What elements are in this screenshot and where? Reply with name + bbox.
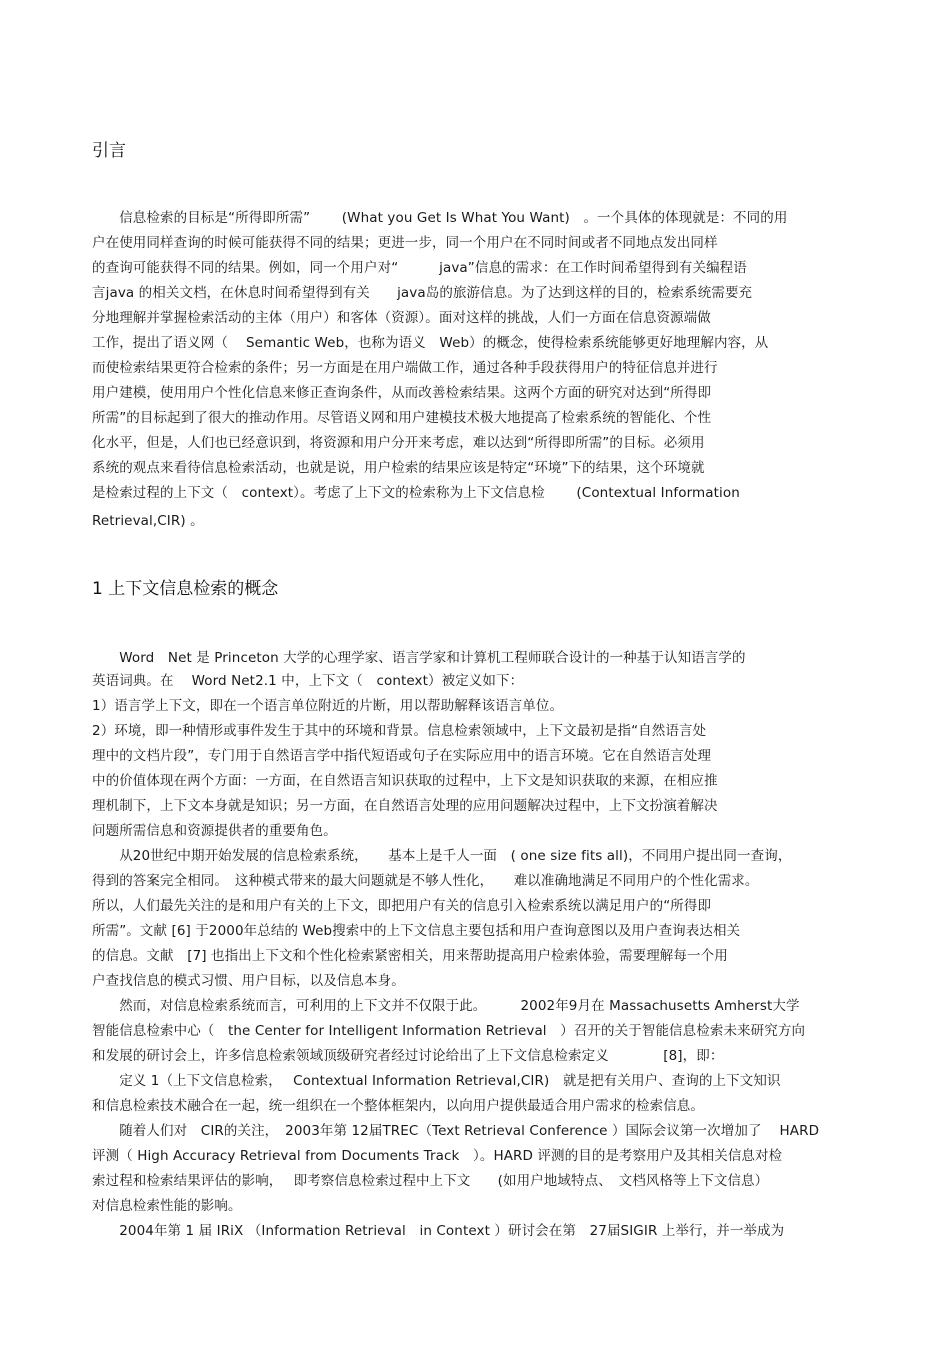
intro-line: 的查询可能获得不同的结果。例如，同一个用户对“ java”信息的需求：在工作时间希望得到有关编程语	[92, 260, 747, 276]
section-line: 1）语言学上下文，即在一个语言单位附近的片断，用以帮助解释该语言单位。	[92, 698, 564, 714]
section-line: 2004年第 1 届 IRiX （Information Retrieval in Context ）研讨会在第 27届SIGIR 上举行，并一举成为	[92, 1223, 785, 1239]
section-line: Word Net 是 Princeton 大学的心理学家、语言学家和计算机工程师联合设计的一种基于认知语言学的	[92, 650, 746, 666]
intro-line: 信息检索的目标是“所得即所需” (What you Get Is What You Want) 。一个具体的体现就是：不同的用	[92, 210, 788, 226]
section-line: 评测（ High Accuracy Retrieval from Documents Track ）。HARD 评测的目的是考察用户及其相关信息对检	[92, 1148, 783, 1164]
intro-heading: 引言	[92, 141, 126, 161]
section-line: 问题所需信息和资源提供者的重要角色。	[92, 823, 337, 839]
intro-line: 工作，提出了语义网（ Semantic Web，也称为语义 Web）的概念，使得检索系统能够更好地理解内容，从	[92, 335, 769, 351]
intro-line: 所需”的目标起到了很大的推动作用。尽管语义网和用户建模技术极大地提高了检索系统的智能化、个性	[92, 410, 712, 426]
intro-line: 系统的观点来看待信息检索活动，也就是说，用户检索的结果应该是特定“环境”下的结果，这个环境就	[92, 460, 705, 476]
section-line: 定义 1（上下文信息检索， Contextual Information Retrieval,CIR) 就是把有关用户、查询的上下文知识	[92, 1073, 781, 1089]
section-line: 中的价值体现在两个方面：一方面，在自然语言知识获取的过程中，上下文是知识获取的来源，在相应推	[92, 773, 718, 789]
section-line: 理中的文档片段”，专门用于自然语言学中指代短语或句子在实际应用中的语言环境。它在自然语言处理	[92, 748, 712, 764]
section-line: 户查找信息的模式习惯、用户目标，以及信息本身。	[92, 973, 405, 989]
intro-line: 分地理解并掌握检索活动的主体（用户）和客体（资源）。面对这样的挑战，人们一方面在信息资源端做	[92, 310, 711, 326]
section-line: 所需”。文献 [6] 于2000年总结的 Web搜索中的上下文信息主要包括和用户查询意图以及用户查询表达相关	[92, 923, 741, 939]
intro-line: 是检索过程的上下文（ context）。考虑了上下文的检索称为上下文信息检 (Contextual Information	[92, 485, 740, 501]
intro-line: 用户建模，使用用户个性化信息来修正查询条件，从而改善检索结果。这两个方面的研究对达到“所得即	[92, 385, 712, 401]
section-line: 理机制下，上下文本身就是知识；另一方面，在自然语言处理的应用问题解决过程中，上下文扮演着解决	[92, 798, 718, 814]
intro-line: 而使检索结果更符合检索的条件；另一方面是在用户端做工作，通过各种手段获得用户的特征信息并进行	[92, 360, 718, 376]
section-line: 和信息检索技术融合在一起，统一组织在一个整体框架内，以向用户提供最适合用户需求的检索信息。	[92, 1098, 704, 1114]
section-line: 2）环境，即一种情形或事件发生于其中的环境和背景。信息检索领域中，上下文最初是指“自然语言处	[92, 723, 707, 739]
section-line: 从20世纪中期开始发展的信息检索系统， 基本上是千人一面 ( one size fits all)，不同用户提出同一查询，	[92, 848, 792, 864]
intro-line: 化水平，但是，人们也已经意识到，将资源和用户分开来考虑，难以达到“所得即所需”的目标。必须用	[92, 435, 705, 451]
intro-line: 言java 的相关文档，在休息时间希望得到有关 java岛的旅游信息。为了达到这样的目的，检索系统需要充	[92, 285, 753, 301]
section-line: 所以，人们最先关注的是和用户有关的上下文，即把用户有关的信息引入检索系统以满足用户的“所得即	[92, 898, 712, 914]
section-line: 索过程和检索结果评估的影响， 即考察信息检索过程中上下文 (如用户地域特点、 文档风格等上下文信息）	[92, 1173, 769, 1189]
intro-line: 户在使用同样查询的时候可能获得不同的结果；更进一步，同一个用户在不同时间或者不同地点发出同样	[92, 235, 718, 251]
section-line: 随着人们对 CIR的关注， 2003年第 12届TREC（Text Retrieval Conference ）国际会议第一次增加了 HARD	[92, 1123, 820, 1139]
section-line: 英语词典。在 Word Net2.1 中，上下文（ context）被定义如下：	[92, 673, 524, 689]
section-line: 和发展的研讨会上，许多信息检索领域顶级研究者经过讨论给出了上下文信息检索定义 [8]，即：	[92, 1048, 724, 1064]
section-line: 对信息检索性能的影响。	[92, 1198, 242, 1214]
section-line: 的信息。文献 [7] 也指出上下文和个性化检索紧密相关，用来帮助提高用户检索体验，需要理解每一个用	[92, 948, 728, 964]
intro-line: Retrieval,CIR) 。	[92, 513, 204, 529]
section-1-heading: 1 上下文信息检索的概念	[92, 579, 279, 599]
section-line: 然而，对信息检索系统而言，可利用的上下文并不仅限于此。 2002年9月在 Massachusetts Amherst大学	[92, 998, 800, 1014]
section-line: 得到的答案完全相同。 这种模式带来的最大问题就是不够人性化， 难以准确地满足不同用户的个性化需求。	[92, 873, 759, 889]
section-line: 智能信息检索中心（ the Center for Intelligent Information Retrieval ）召开的关于智能信息检索未来研究方向	[92, 1023, 806, 1039]
